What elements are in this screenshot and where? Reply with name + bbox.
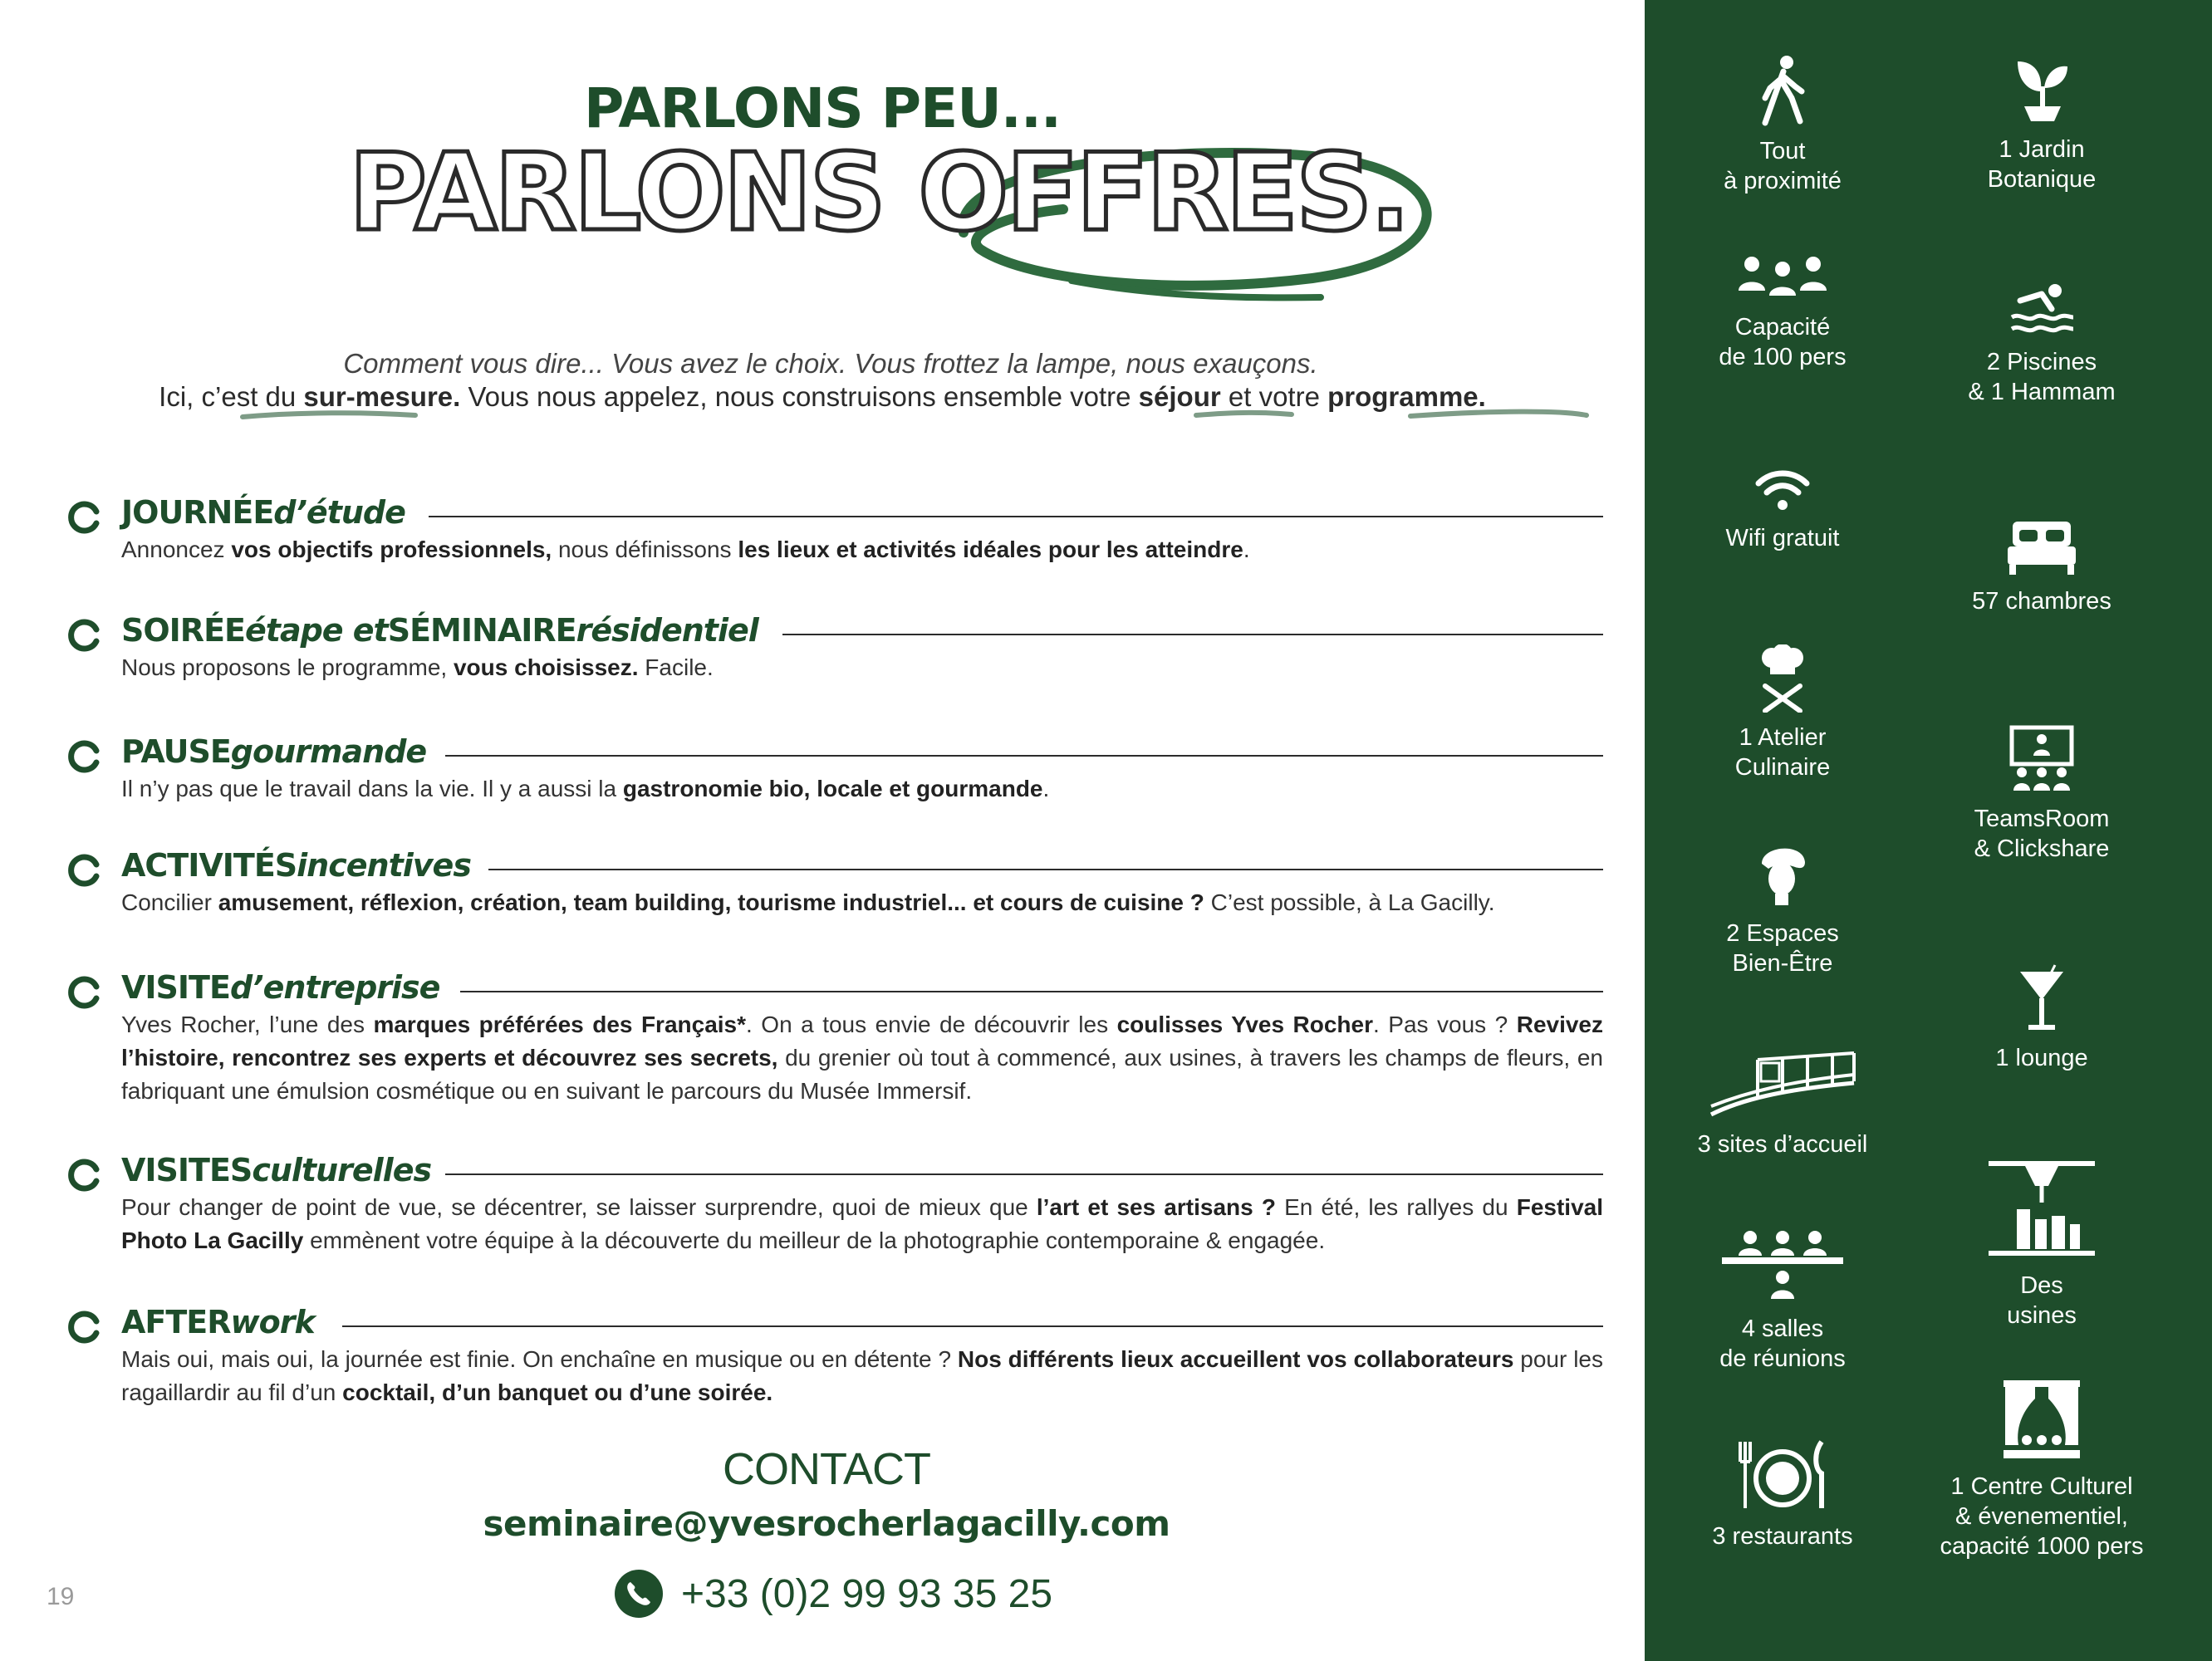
- plant-sprout-icon: [2013, 55, 2071, 125]
- plate-cutlery-icon: [1737, 1437, 1828, 1512]
- body-text: emmènent votre équipe à la découverte du meilleur de la photographie contemporaine & engagée.: [303, 1227, 1326, 1253]
- section-body: [121, 533, 1603, 566]
- feature-pools: [1909, 282, 2175, 407]
- body-text: En été, les rallyes du: [1275, 1194, 1517, 1220]
- body-text: Facile.: [638, 654, 714, 680]
- section-visite-entreprise: [66, 967, 1603, 1116]
- section-pause-gourmande: [66, 731, 1603, 814]
- spa-face-icon: [1753, 839, 1812, 909]
- feature-label: 1 Atelier Culinaire: [1734, 724, 1831, 781]
- heading-part: PAUSE: [121, 733, 231, 770]
- intro-text-part: Ici, c’est du: [159, 381, 304, 412]
- heading-italic-part: culturelles: [252, 1152, 432, 1188]
- arc-bullet-icon: [66, 853, 101, 888]
- body-bold: Nos différents lieux accueillent vos collaborateurs: [957, 1346, 1514, 1372]
- feature-teamsroom: [1909, 724, 2175, 864]
- section-rule: [429, 516, 1603, 517]
- section-heading: [121, 1149, 431, 1191]
- feature-label: 4 salles de réunions: [1719, 1316, 1846, 1372]
- body-bold: vous choisissez.: [453, 654, 639, 680]
- feature-label: 2 Piscines & 1 Hammam: [1968, 349, 2116, 405]
- body-bold: Revivez l’histoire, rencontrez ses experts et découvrez ses secrets,: [121, 1012, 1604, 1071]
- feature-label: 1 Centre Culturel & évenementiel, capacité 1000 pers: [1940, 1473, 2144, 1560]
- heading-italic-part: gourmande: [230, 733, 427, 770]
- body-bold: l’art et ses artisans ?: [1036, 1194, 1276, 1220]
- intro-bold-sejour: séjour: [1138, 381, 1221, 412]
- body-text: Yves Rocher, l’une des: [121, 1012, 374, 1037]
- body-text: . Pas vous ?: [1373, 1012, 1517, 1037]
- section-rule: [460, 991, 1603, 992]
- swimming-icon: [2008, 282, 2075, 337]
- arc-bullet-icon: [66, 739, 101, 774]
- meeting-room-icon: [1720, 1229, 1845, 1304]
- body-bold: vos objectifs professionnels,: [231, 537, 552, 562]
- arc-bullet-icon: [66, 500, 101, 535]
- section-heading: [121, 731, 426, 772]
- arc-bullet-icon: [66, 1158, 101, 1193]
- intro-bold-sur-mesure: sur-mesure.: [303, 381, 461, 412]
- section-heading: [121, 492, 405, 533]
- theater-stage-icon: [2002, 1379, 2082, 1462]
- heading-italic-part: d’étude: [273, 494, 405, 531]
- bed-icon: [2004, 517, 2079, 576]
- cocktail-glass-icon: [2017, 963, 2067, 1033]
- feature-spa: [1650, 839, 1915, 978]
- feature-label: 3 restaurants: [1712, 1523, 1853, 1550]
- intro-text-part: Vous nous appelez, nous construisons ensemble votre: [460, 381, 1139, 412]
- body-bold: amusement, réflexion, création, team building, tourisme industriel... et cours de cuisine ?: [218, 889, 1204, 915]
- body-text: Nous proposons le programme,: [121, 654, 454, 680]
- contact-phone-link[interactable]: [615, 1565, 1052, 1623]
- body-text: pour les ragaillardir au fil d’un: [121, 1346, 1603, 1405]
- people-group-icon: [1737, 252, 1828, 302]
- arc-bullet-icon: [66, 975, 101, 1010]
- heading-italic-part: incentives: [297, 847, 471, 884]
- heading-italic-part: étape et: [245, 612, 388, 649]
- body-bold: marques préférées des Français*: [373, 1012, 747, 1037]
- feature-label: 1 Jardin Botanique: [1987, 136, 2097, 193]
- heading-italic-part: work: [230, 1304, 315, 1340]
- section-heading: [121, 610, 758, 651]
- feature-factories: [1909, 1158, 2175, 1330]
- intro-line-1: Comment vous dire... Vous avez le choix. Vous frottez la lampe, nous exauçons.: [343, 348, 1318, 379]
- body-bold: cocktail, d’un banquet ou d’une soirée.: [342, 1379, 773, 1405]
- page-number: 19: [47, 1583, 75, 1610]
- body-bold: les lieux et activités idéales pour les atteindre: [738, 537, 1243, 562]
- feature-capacity: [1650, 252, 1915, 372]
- section-body: [121, 1008, 1603, 1108]
- feature-wifi: [1650, 467, 1915, 553]
- title-small: PARLONS PEU...: [583, 76, 1062, 140]
- body-text: Concilier: [121, 889, 218, 915]
- section-rule: [782, 634, 1603, 635]
- body-text: Il n’y pas que le travail dans la vie. Il y a aussi la: [121, 776, 623, 801]
- arc-bullet-icon: [66, 618, 101, 653]
- body-text: Mais oui, mais oui, la journée est finie. On enchaîne en musique ou en détente ?: [121, 1346, 958, 1372]
- underline-marks-decoration: [0, 390, 1645, 424]
- body-text: . On a tous envie de découvrir les: [746, 1012, 1117, 1037]
- heading-part: VISITE: [121, 969, 230, 1006]
- heading-italic-part: résidentiel: [576, 612, 758, 649]
- feature-restaurants: [1650, 1437, 1915, 1551]
- heading-part: SÉMINAIRE: [387, 612, 576, 649]
- intro-text-part: et votre: [1220, 381, 1328, 412]
- feature-label: Capacité de 100 pers: [1719, 314, 1847, 370]
- features-panel: [1645, 0, 2212, 1661]
- body-text: Pour changer de point de vue, se décentrer, se laisser surprendre, quoi de mieux que: [121, 1194, 1037, 1220]
- feature-label: Des usines: [2007, 1272, 2077, 1329]
- section-body: [121, 651, 1603, 684]
- phone-icon: [615, 1570, 663, 1618]
- intro-bold-programme: programme.: [1327, 381, 1486, 412]
- wifi-icon: [1753, 467, 1812, 513]
- chef-hat-icon: [1753, 644, 1812, 713]
- feature-label: 1 lounge: [1995, 1045, 2088, 1071]
- section-body: [121, 1343, 1603, 1409]
- section-rule: [445, 1173, 1603, 1175]
- feature-lounge: [1909, 963, 2175, 1073]
- body-text: C’est possible, à La Gacilly.: [1204, 889, 1495, 915]
- section-activites-incentives: [66, 845, 1603, 928]
- section-after-work: [66, 1301, 1603, 1418]
- section-body: [121, 886, 1603, 919]
- video-conference-icon: [2008, 724, 2075, 794]
- section-visites-culturelles: [66, 1149, 1603, 1266]
- section-soiree-seminaire: [66, 610, 1603, 693]
- feature-proximity: [1650, 55, 1915, 196]
- section-rule: [488, 869, 1603, 870]
- feature-culinary: [1650, 644, 1915, 782]
- section-heading: [121, 967, 439, 1008]
- body-text: .: [1243, 537, 1250, 562]
- contact-email-link[interactable]: seminaire@yvesrocherlagacilly.com: [483, 1503, 1170, 1544]
- heading-part: AFTER: [121, 1304, 231, 1340]
- feature-rooms: [1909, 517, 2175, 616]
- feature-label: Tout à proximité: [1724, 138, 1842, 194]
- factory-machine-icon: [1984, 1158, 2100, 1261]
- section-body: [121, 772, 1603, 806]
- body-bold: coulisses Yves Rocher: [1116, 1012, 1374, 1037]
- feature-cultural-center: [1909, 1379, 2175, 1561]
- body-bold: gastronomie bio, locale et gourmande: [622, 776, 1043, 801]
- section-rule: [342, 1325, 1603, 1327]
- feature-sites: [1650, 1048, 1915, 1159]
- walking-person-icon: [1753, 55, 1812, 126]
- body-text: Annoncez: [121, 537, 232, 562]
- heading-part: VISITES: [121, 1152, 253, 1188]
- feature-garden: [1909, 55, 2175, 194]
- section-journee-etude: [66, 492, 1603, 575]
- body-text: .: [1042, 776, 1050, 801]
- feature-label: 3 sites d’accueil: [1697, 1131, 1868, 1158]
- section-rule: [445, 755, 1603, 757]
- contact-title: CONTACT: [723, 1444, 930, 1494]
- section-heading: [121, 845, 471, 886]
- feature-label: Wifi gratuit: [1725, 525, 1840, 551]
- feature-label: TeamsRoom & Clickshare: [1974, 806, 2110, 862]
- arc-bullet-icon: [66, 1310, 101, 1345]
- body-text: du grenier où tout à commencé, aux usines, à travers les champs de fleurs, en fabriquant une émulsion cosmétique ou en suivant le parcours du Musée Immersif.: [121, 1045, 1603, 1104]
- body-bold: Festival Photo La Gacilly: [121, 1194, 1603, 1253]
- building-sites-icon: [1708, 1048, 1857, 1120]
- section-heading: [121, 1301, 315, 1343]
- section-body: [121, 1191, 1603, 1257]
- feature-label: 57 chambres: [1972, 588, 2111, 615]
- phone-number: +33 (0)2 99 93 35 25: [681, 1571, 1053, 1616]
- heading-part: ACTIVITÉS: [121, 847, 297, 884]
- title-big: PARLONS OFFRES.: [349, 131, 1408, 255]
- heading-part: JOURNÉE: [121, 494, 274, 531]
- heading-part: SOIRÉE: [121, 612, 245, 649]
- feature-label: 2 Espaces Bien-Être: [1726, 920, 1839, 977]
- heading-italic-part: d’entreprise: [229, 969, 440, 1006]
- body-text: nous définissons: [552, 537, 738, 562]
- feature-meeting-rooms: [1650, 1229, 1915, 1374]
